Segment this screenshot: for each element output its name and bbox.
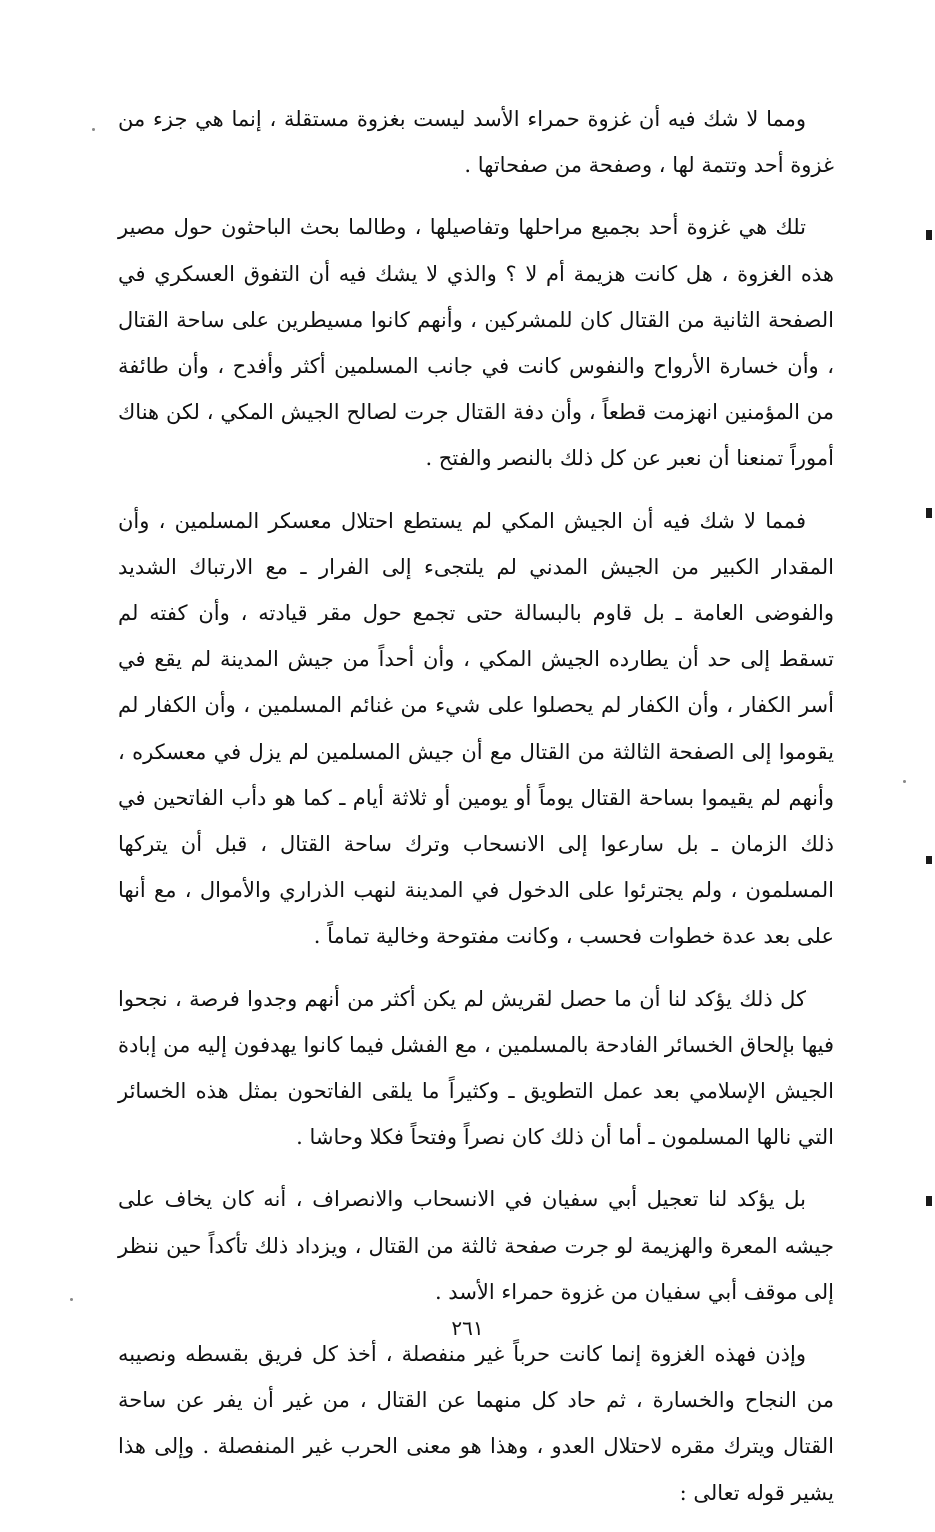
scan-speck (903, 780, 906, 783)
paragraph-5-text: بل يؤكد لنا تعجيل أبي سفيان في الانسحاب والانصراف ، أنه كان يخاف على جيشه المعرة والهزيمة لو جرت صفحة ثالثة من القتال ، ويزداد ذلك تأكداً حين ننظر إلى موقف أبي سفيان من غزوة حمراء الأسد . (118, 1187, 834, 1304)
paragraph-5 (118, 1176, 834, 1315)
paragraph-3 (118, 498, 834, 960)
scan-margin-mark (926, 508, 932, 518)
scan-speck (70, 1298, 73, 1301)
paragraph-3-text: فمما لا شك فيه أن الجيش المكي لم يستطع احتلال معسكر المسلمين ، وأن المقدار الكبير من الجيش المدني لم يلتجىء إلى الفرار ـ مع الارتباك الشديد والفوضى العامة ـ بل قاوم بالبسالة حتى تجمع حول مقر قيادته ، وأن كفته لم تسقط إلى حد أن يطارده الجيش المكي ، وأن أحداً من جيش المدينة لم يقع في أسر الكفار ، وأن الكفار لم يحصلوا على شيء من غنائم المسلمين ، وأن الكفار لم يقوموا إلى الصفحة الثالثة من القتال مع أن جيش المسلمين لم يزل في معسكره ، وأنهم لم يقيموا بساحة القتال يوماً أو يومين أو ثلاثة أيام ـ كما هو دأب الفاتحين في ذلك الزمان ـ بل سارعوا إلى الانسحاب وترك ساحة القتال ، قبل أن يتركها المسلمون ، ولم يجترئوا على الدخول في المدينة لنهب الذراري والأموال ، مع أنها على بعد عدة خطوات فحسب ، وكانت مفتوحة وخالية تماماً . (118, 508, 834, 949)
paragraph-2-text: تلك هي غزوة أحد بجميع مراحلها وتفاصيلها ، وطالما بحث الباحثون حول مصير هذه الغزوة ، هل كانت هزيمة أم لا ؟ والذي لا يشك فيه أن التفوق العسكري في الصفحة الثانية من القتال كان للمشركين ، وأنهم كانوا مسيطرين على ساحة القتال ، وأن خسارة الأرواح والنفوس كانت في جانب المسلمين أكثر وأفدح ، وأن طائفة من المؤمنين انهزمت قطعاً ، وأن دفة القتال جرت لصالح الجيش المكي ، لكن هناك أموراً تمنعنا أن نعبر عن كل ذلك بالنصر والفتح . (118, 215, 834, 471)
scan-speck (92, 128, 95, 131)
paragraph-4 (118, 976, 834, 1161)
paragraph-6-text: وإذن فهذه الغزوة إنما كانت حرباً غير منفصلة ، أخذ كل فريق بقسطه ونصيبه من النجاح والخسارة ، ثم حاد كل منهما عن القتال ، من غير أن يفر عن ساحة القتال ويترك مقره لاحتلال العدو ، وهذا هو معنى الحرب غير المنفصلة . وإلى هذا يشير قوله تعالى : (118, 1342, 834, 1505)
paragraph-6 (118, 1331, 834, 1516)
paragraph-1-text: ومما لا شك فيه أن غزوة حمراء الأسد ليست بغزوة مستقلة ، إنما هي جزء من غزوة أحد وتتمة لها ، وصفحة من صفحاتها . (118, 107, 834, 178)
paragraph-2 (118, 204, 834, 481)
scan-margin-mark (926, 856, 932, 864)
paragraph-4-text: كل ذلك يؤكد لنا أن ما حصل لقريش لم يكن أكثر من أنهم وجدوا فرصة ، نجحوا فيها بإلحاق الخسائر الفادحة بالمسلمين ، مع الفشل فيما كانوا يهدفون إليه من إبادة الجيش الإسلامي بعد عمل التطويق ـ وكثيراً ما يلقى الفاتحون بمثل هذه الخسائر التي نالها المسلمون ـ أما أن ذلك كان نصراً وفتحاً فكلا وحاشا . (118, 986, 834, 1150)
page-number: ٢٦١ (451, 1316, 484, 1340)
scan-margin-mark (926, 1196, 932, 1206)
paragraph-1 (118, 96, 834, 188)
scan-margin-mark (926, 230, 932, 240)
